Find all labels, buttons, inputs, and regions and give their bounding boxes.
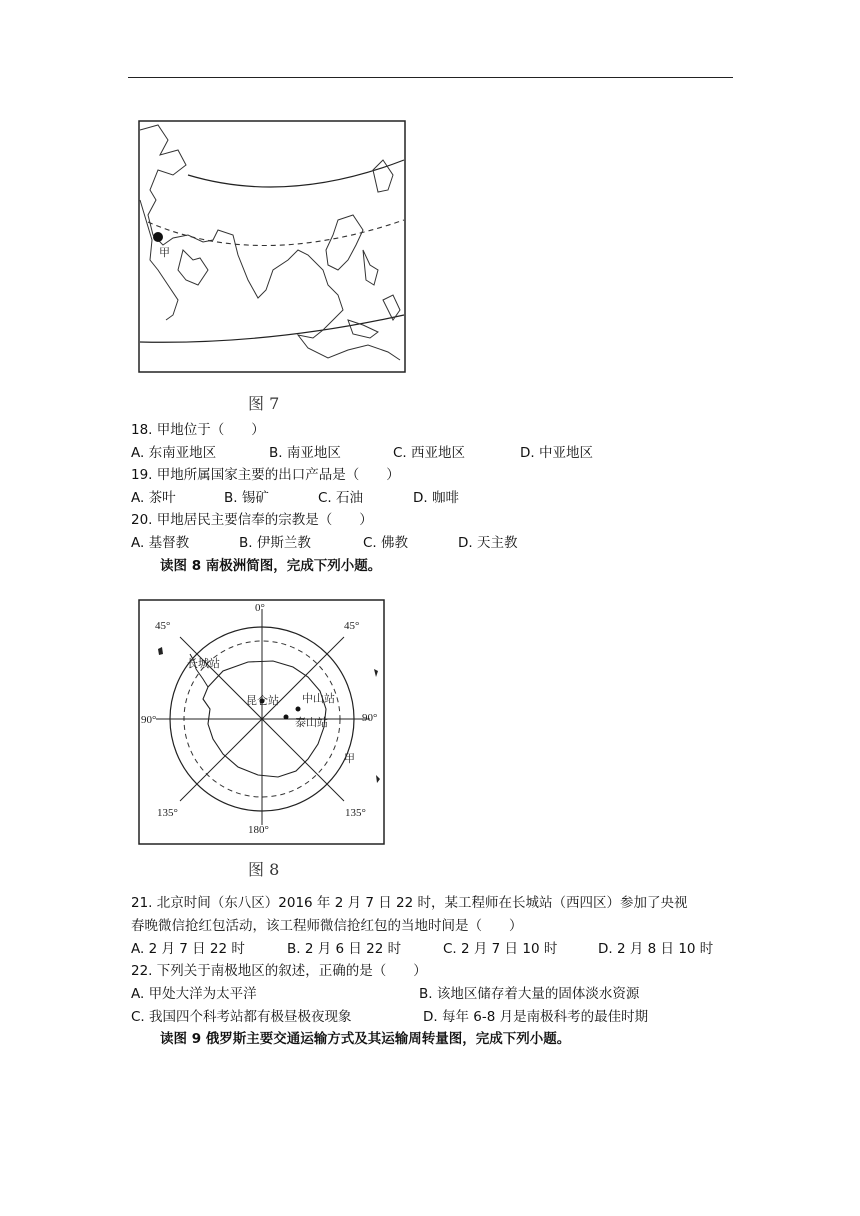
figure-9-intro: 读图 9 俄罗斯主要交通运输方式及其运输周转量图，完成下列小题。 bbox=[160, 1031, 571, 1047]
option-d: D. 2 月 8 日 10 时 bbox=[598, 941, 714, 957]
option-c: C. 2 月 7 日 10 时 bbox=[443, 941, 558, 957]
option-d: D. 每年 6-8 月是南极科考的最佳时期 bbox=[423, 1009, 649, 1025]
degree-135-right-label: 135° bbox=[345, 807, 366, 819]
question-22-options-row-1 bbox=[131, 985, 731, 1003]
option-b: B. 南亚地区 bbox=[269, 445, 341, 461]
option-c: C. 佛教 bbox=[363, 535, 409, 551]
option-a: A. 2 月 7 日 22 时 bbox=[131, 941, 245, 957]
option-c: C. 西亚地区 bbox=[393, 445, 466, 461]
question-21-stem-line-1: 21. 北京时间（东八区）2016 年 2 月 7 日 22 时，某工程师在长城站（西四区）参加了央视 bbox=[131, 895, 688, 911]
degree-45-left-label: 45° bbox=[155, 620, 171, 632]
option-d: D. 天主教 bbox=[458, 535, 518, 551]
degree-135-left-label: 135° bbox=[157, 807, 178, 819]
option-b: B. 伊斯兰教 bbox=[239, 535, 311, 551]
question-22-options-row-2 bbox=[131, 1008, 731, 1026]
label-taishan-station: 泰山站 bbox=[295, 716, 328, 729]
figure-8-intro: 读图 8 南极洲简图，完成下列小题。 bbox=[160, 558, 382, 574]
question-20-stem: 20. 甲地居民主要信奉的宗教是（ ） bbox=[131, 512, 373, 528]
figure-8-antarctica-map bbox=[138, 599, 385, 845]
option-b: B. 2 月 6 日 22 时 bbox=[287, 941, 402, 957]
figure-8-caption: 图 8 bbox=[248, 860, 280, 879]
option-a: A. 茶叶 bbox=[131, 490, 176, 506]
option-d: D. 中亚地区 bbox=[520, 445, 593, 461]
option-b: B. 锡矿 bbox=[224, 490, 269, 506]
question-21-options bbox=[131, 940, 731, 958]
question-19-options bbox=[131, 489, 731, 507]
option-a: A. 东南亚地区 bbox=[131, 445, 217, 461]
degree-180-label: 180° bbox=[248, 824, 269, 836]
option-d: D. 咖啡 bbox=[413, 490, 459, 506]
location-jia-dot bbox=[153, 232, 163, 242]
label-jia: 甲 bbox=[159, 246, 170, 259]
label-jia: 甲 bbox=[344, 752, 355, 765]
option-c: C. 石油 bbox=[318, 490, 364, 506]
option-c: C. 我国四个科考站都有极昼极夜现象 bbox=[131, 1009, 352, 1025]
question-18-stem: 18. 甲地位于（ ） bbox=[131, 422, 265, 438]
label-changcheng-station: 长城站 bbox=[187, 657, 220, 670]
question-20-options bbox=[131, 534, 731, 552]
degree-45-right-label: 45° bbox=[344, 620, 360, 632]
question-18-options bbox=[131, 444, 731, 462]
question-21-stem-line-2: 春晚微信抢红包活动，该工程师微信抢红包的当地时间是（ ） bbox=[131, 918, 523, 934]
figure-7-asia-map bbox=[138, 120, 406, 373]
option-b: B. 该地区储存着大量的固体淡水资源 bbox=[419, 986, 640, 1002]
label-zhongshan-station: 中山站 bbox=[302, 692, 335, 705]
question-22-stem: 22. 下列关于南极地区的叙述，正确的是（ ） bbox=[131, 963, 427, 979]
option-a: A. 基督教 bbox=[131, 535, 190, 551]
figure-7-caption: 图 7 bbox=[248, 394, 280, 413]
degree-90-left-label: 90° bbox=[141, 714, 157, 726]
degree-0-label: 0° bbox=[255, 602, 265, 614]
option-a: A. 甲处大洋为太平洋 bbox=[131, 986, 257, 1002]
header-rule bbox=[128, 77, 733, 78]
label-kunlun-station: 昆仑站 bbox=[246, 694, 279, 707]
degree-90-right-label: 90° bbox=[362, 712, 378, 724]
question-19-stem: 19. 甲地所属国家主要的出口产品是（ ） bbox=[131, 467, 400, 483]
